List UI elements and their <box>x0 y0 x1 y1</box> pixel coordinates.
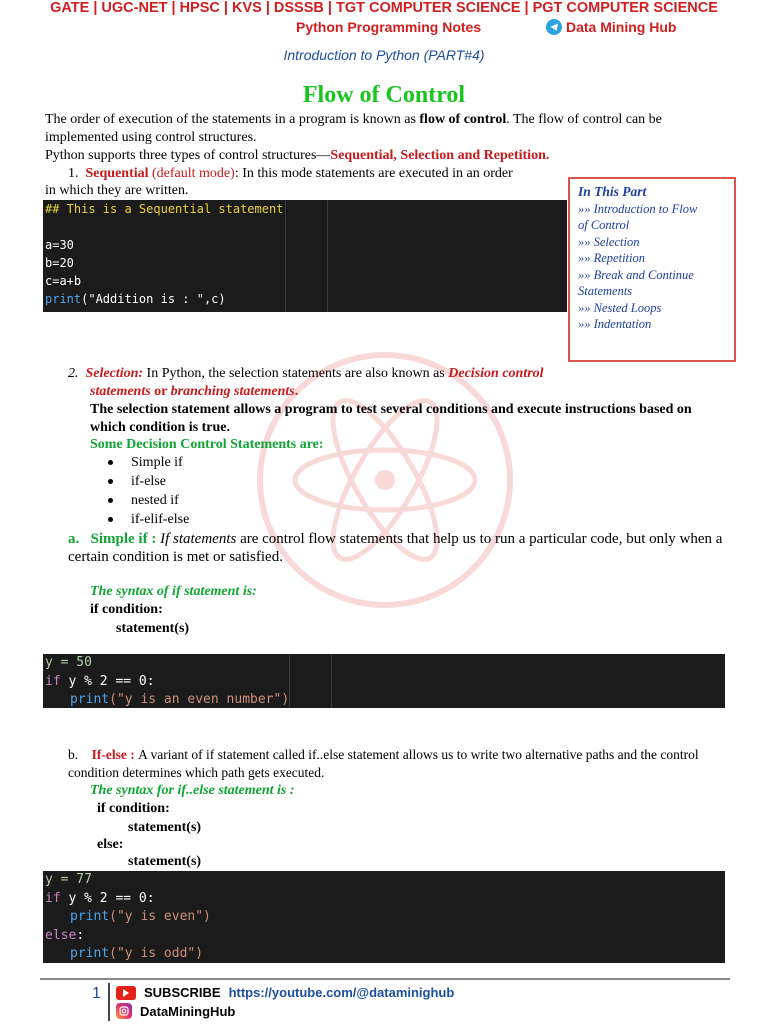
simple-if-item: a. Simple if : If statements are control flow statements that help us to run a particular code, but only when a certain condition is met or satisfied. <box>68 531 723 565</box>
intro-paragraph: The order of execution of the statements in a program is known as flow of control. The flow of control can be implemented using control structures. <box>45 112 662 145</box>
sequential-item-cont: in which they are written. <box>45 183 189 198</box>
telegram-icon <box>546 19 562 35</box>
code-block-sequential: ## This is a Sequential statement a=30 b=20 c=a+b print("Addition is : ",c) <box>43 200 567 312</box>
instagram-icon <box>116 1003 132 1019</box>
code-block-simple-if: y = 50 if y % 2 == 0: print("y is an even number") <box>43 654 725 708</box>
instagram-link[interactable] <box>116 1003 235 1019</box>
selection-item-cont: statements or branching statements. <box>90 384 299 399</box>
decision-heading: Some Decision Control Statements are: <box>90 437 324 452</box>
page-number: 1 <box>92 985 101 1002</box>
footer-vertical-divider <box>108 983 110 1021</box>
sidebar-item-intro[interactable]: »» Introduction to Flow <box>578 201 698 216</box>
if-else-syntax-line1: if condition: <box>97 801 170 816</box>
list-item: Simple if <box>108 453 189 472</box>
if-else-item: b. If-else : A variant of if statement called if..else statement allows us to write two alternative paths and the control condition determines which path gets executed. <box>68 747 699 780</box>
simple-if-syntax-label: The syntax of if statement is: <box>90 584 257 599</box>
footer-divider <box>40 978 730 980</box>
sequential-item: 1. Sequential (default mode): In this mode statements are executed in an order <box>68 166 513 181</box>
hub-name: Data Mining Hub <box>566 19 677 35</box>
sidebar-item-break-continue-cont[interactable]: Statements <box>578 284 633 298</box>
in-this-part-box <box>568 177 736 362</box>
if-else-syntax-label: The syntax for if..else statement is : <box>90 783 295 798</box>
selection-description: The selection statement allows a program to test several conditions and execute instructions based on which condition is true. <box>90 402 692 435</box>
sidebar-item-intro-cont[interactable]: of Control <box>578 218 630 232</box>
sidebar-title: In This Part <box>578 184 647 199</box>
youtube-subscribe-link[interactable] <box>116 985 454 1000</box>
notes-title: Python Programming Notes <box>296 19 482 35</box>
sidebar-item-nested-loops[interactable]: »» Nested Loops <box>578 300 662 315</box>
youtube-icon <box>116 986 136 1000</box>
part-subtitle: Introduction to Python (PART#4) <box>283 47 485 63</box>
simple-if-syntax-line1: if condition: <box>90 602 163 617</box>
sidebar-item-repetition[interactable]: »» Repetition <box>578 251 645 265</box>
sidebar-item-break-continue[interactable]: »» Break and Continue <box>578 267 694 282</box>
list-item: if-elif-else <box>108 510 189 529</box>
decision-list <box>108 453 189 529</box>
simple-if-syntax-line2: statement(s) <box>116 621 190 636</box>
instagram-handle: DataMiningHub <box>140 1003 236 1019</box>
exam-header: GATE | UGC-NET | HPSC | KVS | DSSSB | TGT COMPUTER SCIENCE | PGT COMPUTER SCIENCE <box>50 0 718 16</box>
code-block-if-else: y = 77 if y % 2 == 0: print("y is even") else: print("y is odd") <box>43 871 725 963</box>
page-title: Flow of Control <box>302 82 466 108</box>
if-else-syntax-line3: else: <box>97 837 124 852</box>
youtube-url[interactable]: https://youtube.com/@dataminighub <box>228 985 455 1000</box>
if-else-syntax-line4: statement(s) <box>128 854 202 869</box>
list-item: if-else <box>108 472 189 491</box>
subscribe-label: SUBSCRIBE <box>144 985 221 1000</box>
sidebar-item-indentation[interactable]: »» Indentation <box>578 317 652 331</box>
sidebar-item-selection[interactable]: »» Selection <box>578 234 640 249</box>
telegram-link[interactable] <box>546 19 676 35</box>
list-item: nested if <box>108 491 189 510</box>
if-else-syntax-line2: statement(s) <box>128 820 202 835</box>
selection-item: 2. Selection: In Python, the selection statements are also known as Decision control <box>68 366 544 381</box>
control-structures-paragraph: Python supports three types of control structures—Sequential, Selection and Repetition. <box>45 148 550 163</box>
